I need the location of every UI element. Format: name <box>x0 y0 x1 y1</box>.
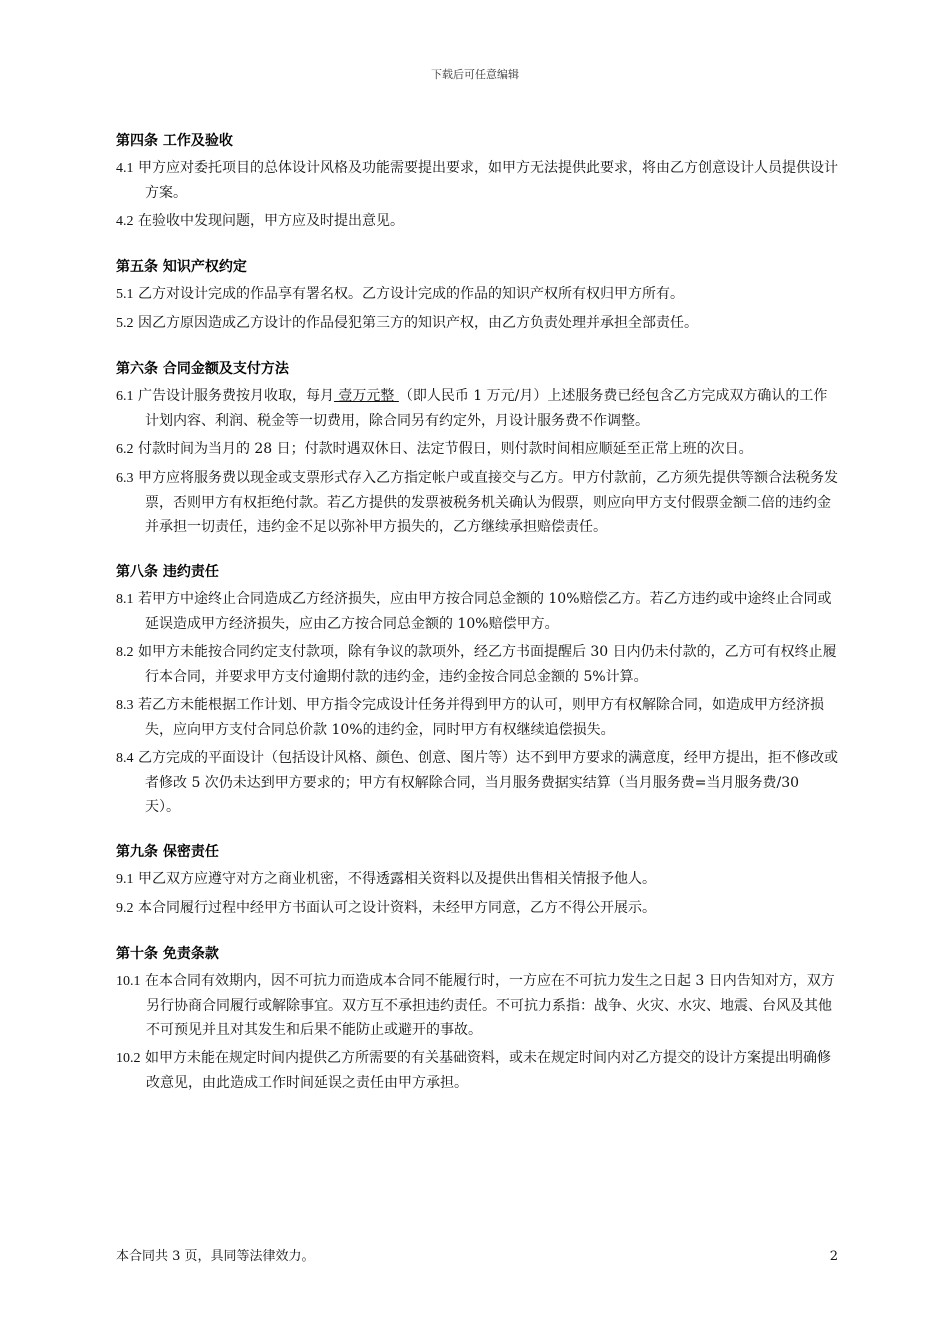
clause-text: 如甲方未能在规定时间内提供乙方所需要的有关基础资料，或未在规定时间内对乙方提交的设计方案提出明确修改意见，由此造成工作时间延误之责任由甲方承担。 <box>144 1050 831 1091</box>
clause-text: 因乙方原因造成乙方设计的作品侵犯第三方的知识产权，由乙方负责处理并承担全部责任。 <box>137 315 698 331</box>
clause-number: 4.2 <box>116 214 134 229</box>
section-title: 第九条 保密责任 <box>116 844 219 860</box>
clause-text: 本合同履行过程中经甲方书面认可之设计资料，未经甲方同意，乙方不得公开展示。 <box>137 900 656 916</box>
clause-text: 若甲方中途终止合同造成乙方经济损失，应由甲方按合同总金额的 10%赔偿乙方。若乙方违约或中途终止合同或延误造成甲方经济损失，应由乙方按合同总金额的 10%赔偿甲方。 <box>137 591 832 632</box>
clause-8-4 <box>116 746 838 819</box>
clause-9-1 <box>116 867 838 892</box>
clause-number: 6.3 <box>116 471 134 486</box>
clause-number: 5.2 <box>116 316 134 331</box>
contract-body <box>116 130 838 1117</box>
section-title: 第十条 免责条款 <box>116 946 219 962</box>
clause-text: 甲方应将服务费以现金或支票形式存入乙方指定帐户或直接交与乙方。甲方付款前，乙方须先提供等额合法税务发票，否则甲方有权拒绝付款。若乙方提供的发票被税务机关确认为假票，则应向甲方支付假票金额二倍的违约金并承担一切责任，违约金不足以弥补甲方损失的，乙方继续承担赔偿责任。 <box>137 470 838 535</box>
clause-number: 6.1 <box>116 389 134 404</box>
fee-amount-underlined: 壹万元整 <box>333 388 399 404</box>
clause-6-1 <box>116 384 838 433</box>
clause-text-post: （即人民币 1 万元/月）上述服务费已经包含乙方完成双方确认的工作计划内容、利润、税金等一切费用，除合同另有约定外，月设计服务费不作调整。 <box>145 388 828 429</box>
section-6 <box>116 358 838 539</box>
clause-4-2 <box>116 209 838 234</box>
clause-text: 付款时间为当月的 28 日；付款时遇双休日、法定节假日，则付款时间相应顺延至正常上班的次日。 <box>137 441 753 457</box>
clause-text: 甲方应对委托项目的总体设计风格及功能需要提出要求，如甲方无法提供此要求，将由乙方创意设计人员提供设计方案。 <box>137 160 838 201</box>
clause-number: 9.1 <box>116 872 134 887</box>
clause-6-3 <box>116 466 838 539</box>
clause-text: 在验收中发现问题，甲方应及时提出意见。 <box>137 213 404 229</box>
clause-10-1 <box>116 969 838 1042</box>
section-5 <box>116 256 838 336</box>
clause-10-2 <box>116 1046 838 1095</box>
section-title: 第八条 违约责任 <box>116 564 219 580</box>
section-4 <box>116 130 838 234</box>
clause-number: 8.3 <box>116 698 134 713</box>
clause-number: 10.1 <box>116 974 141 989</box>
clause-number: 9.2 <box>116 901 134 916</box>
clause-text: 若乙方未能根据工作计划、甲方指令完成设计任务并得到甲方的认可，则甲方有权解除合同，如造成甲方经济损失，应向甲方支付合同总价款 10%的违约金，同时甲方有权继续追偿损失。 <box>137 697 824 738</box>
clause-6-2 <box>116 437 838 462</box>
section-10 <box>116 943 838 1095</box>
clause-text: 乙方对设计完成的作品享有署名权。乙方设计完成的作品的知识产权所有权归甲方所有。 <box>137 286 684 302</box>
section-title: 第五条 知识产权约定 <box>116 259 247 275</box>
clause-number: 5.1 <box>116 287 134 302</box>
clause-text-pre: 广告设计服务费按月收取，每月 <box>137 388 334 404</box>
clause-text: 如甲方未能按合同约定支付款项，除有争议的款项外，经乙方书面提醒后 30 日内仍未付款的，乙方可有权终止履行本合同，并要求甲方支付逾期付款的违约金，违约金按合同总金额的 5%计算。 <box>137 644 837 685</box>
clause-8-3 <box>116 693 838 742</box>
clause-number: 6.2 <box>116 442 134 457</box>
header-note: 下载后可任意编辑 <box>431 68 519 81</box>
clause-9-2 <box>116 896 838 921</box>
clause-text: 甲乙双方应遵守对方之商业机密，不得透露相关资料以及提供出售相关情报予他人。 <box>137 871 656 887</box>
section-title: 第六条 合同金额及支付方法 <box>116 361 289 377</box>
clause-number: 10.2 <box>116 1051 141 1066</box>
clause-number: 4.1 <box>116 161 134 176</box>
clause-8-2 <box>116 640 838 689</box>
clause-8-1 <box>116 587 838 636</box>
footer-note: 本合同共 3 页，具同等法律效力。 <box>116 1249 315 1264</box>
section-8 <box>116 561 838 819</box>
clause-5-1 <box>116 282 838 307</box>
clause-number: 8.4 <box>116 751 134 766</box>
clause-5-2 <box>116 311 838 336</box>
section-9 <box>116 841 838 921</box>
clause-4-1 <box>116 156 838 205</box>
section-title: 第四条 工作及验收 <box>116 133 233 149</box>
page-number: 2 <box>829 1249 838 1264</box>
clause-number: 8.1 <box>116 592 134 607</box>
clause-number: 8.2 <box>116 645 134 660</box>
clause-text: 乙方完成的平面设计（包括设计风格、颜色、创意、图片等）达不到甲方要求的满意度，经甲方提出，拒不修改或者修改 5 次仍未达到甲方要求的；甲方有权解除合同，当月服务费据实结算（当月服务费=当月服务费/30 天）。 <box>137 750 838 815</box>
clause-text: 在本合同有效期内，因不可抗力而造成本合同不能履行时，一方应在不可抗力发生之日起 3 日内告知对方，双方另行协商合同履行或解除事宜。双方互不承担违约责任。不可抗力系指：战争、火灾、水灾、地震、台风及其他不可预见并且对其发生和后果不能防止或避开的事故。 <box>144 973 835 1038</box>
